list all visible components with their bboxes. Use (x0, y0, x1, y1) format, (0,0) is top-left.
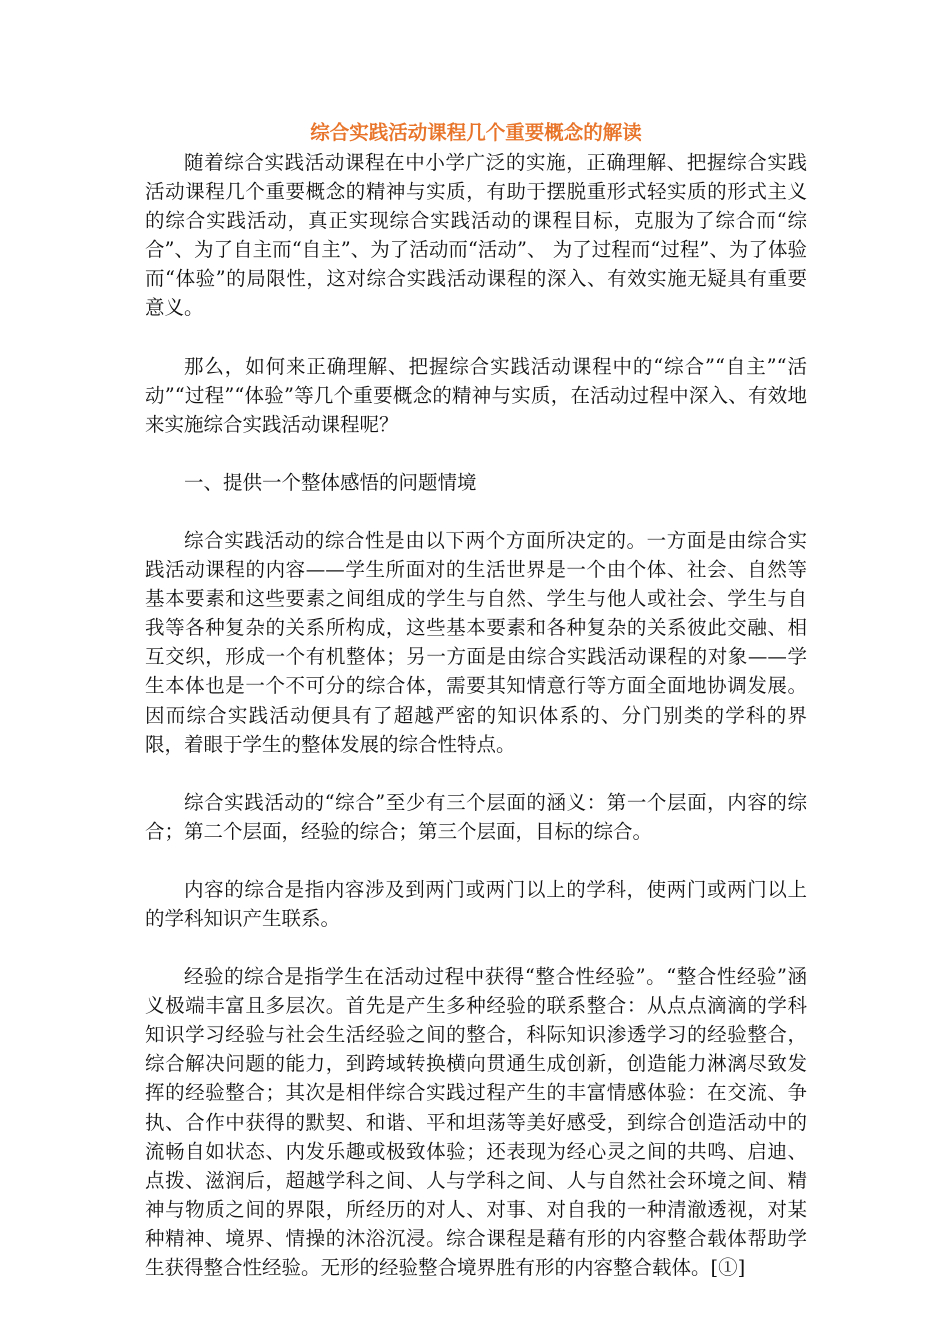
paragraph-intro: 随着综合实践活动课程在中小学广泛的实施，正确理解、把握综合实践活动课程几个重要概念的精神与实质，有助于摆脱重形式轻实质的形式主义的综合实践活动，真正实现综合实践活动的课程目标，克服为了综合而“综合”、为了自主而“自主”、为了活动而“活动”、 为了过程而“过程”、为了体验而“体验”的局限性，这对综合实践活动课程的深入、有效实施无疑具有重要意义。 (145, 151, 807, 320)
paragraph-content-integration: 内容的综合是指内容涉及到两门或两门以上的学科，使两门或两门以上的学科知识产生联系。 (145, 877, 807, 930)
document-title: 综合实践活动课程几个重要概念的解读 (310, 121, 642, 144)
paragraph-experience-integration: 经验的综合是指学生在活动过程中获得“整合性经验”。“整合性经验”涵义极端丰富且多层次。首先是产生多种经验的联系整合：从点点滴滴的学科知识学习经验与社会生活经验之间的整合，科际知识渗透学习的经验整合，综合解决问题的能力，到跨域转换横向贯通生成创新，创造能力淋漓尽致发挥的经验整合；其次是相伴综合实践过程产生的丰富情感体验：在交流、争执、合作中获得的默契、和谐、平和坦荡等美好感受，到综合创造活动中的流畅自如状态、内发乐趣或极致体验；还表现为经心灵之间的共鸣、启迪、点拨、滋润后，超越学科之间、人与学科之间、人与自然社会环境之间、精神与物质之间的界限，所经历的对人、对事、对自我的一种清澈透视，对某种精神、境界、情操的沐浴沉浸。综合课程是藉有形的内容整合载体帮助学生获得整合性经验。无形的经验整合境界胜有形的内容整合载体。[①] (145, 965, 807, 1279)
paragraph-three-levels: 综合实践活动的“综合”至少有三个层面的涵义：第一个层面，内容的综合；第二个层面，经验的综合；第三个层面，目标的综合。 (145, 790, 807, 843)
section-heading: 一、提供一个整体感悟的问题情境 (184, 470, 477, 494)
paragraph-integration-nature: 综合实践活动的综合性是由以下两个方面所决定的。一方面是由综合实践活动课程的内容——学生所面对的生活世界是一个由个体、社会、自然等基本要素和这些要素之间组成的学生与自然、学生与他人或社会、学生与自我等各种复杂的关系所构成，这些基本要素和各种复杂的关系彼此交融、相互交织，形成一个有机整体；另一方面是由综合实践活动课程的对象——学生本体也是一个不可分的综合体，需要其知情意行等方面全面地协调发展。因而综合实践活动便具有了超越严密的知识体系的、分门别类的学科的界限，着眼于学生的整体发展的综合性特点。 (145, 528, 807, 756)
paragraph-question: 那么，如何来正确理解、把握综合实践活动课程中的“综合”“自主”“活动”“过程”“体验”等几个重要概念的精神与实质，在活动过程中深入、有效地来实施综合实践活动课程呢？ (145, 354, 807, 436)
document-page (145, 118, 807, 1311)
